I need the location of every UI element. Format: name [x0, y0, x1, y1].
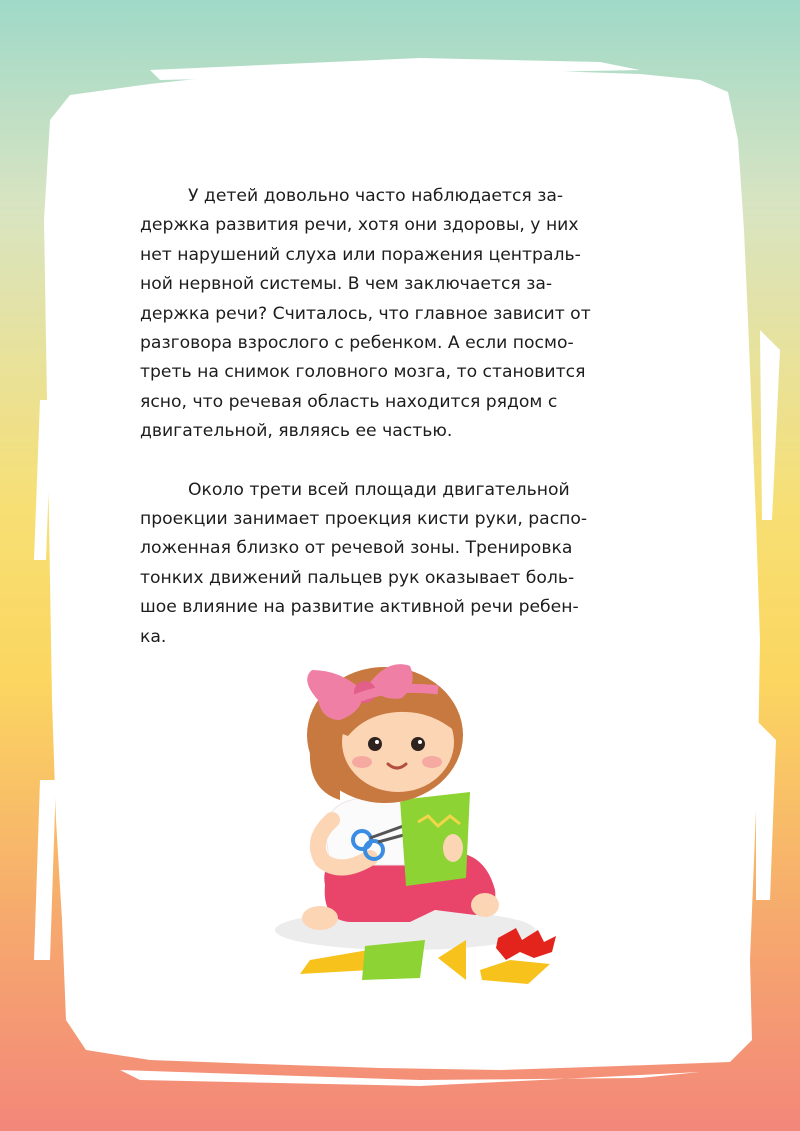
text-line: ка. [140, 626, 167, 647]
paragraph-2 [140, 476, 640, 652]
yellow-zigzag-piece [480, 960, 550, 984]
text-line: проекции занимает проекция кисти руки, распо- [140, 509, 588, 530]
text-line: ясно, что речевая область находится рядом с [140, 391, 558, 412]
text-line: держка развития речи, хотя они здоровы, у них [140, 215, 579, 236]
text-line: разговора взрослого с ребенком. А если посмо- [140, 333, 574, 354]
text-line: тонких движений пальцев рук оказывает боль- [140, 567, 575, 588]
paragraph-1 [140, 182, 640, 447]
text-line: треть на снимок головного мозга, то становится [140, 362, 586, 383]
girl-cutting-paper-icon [270, 640, 570, 1000]
text-line: двигательной, являясь ее частью. [140, 421, 453, 442]
text-line: нет нарушений слуха или поражения централь- [140, 244, 581, 265]
article-text [140, 182, 640, 652]
text-line: шое влияние на развитие активной речи ребен- [140, 597, 579, 618]
text-line: ной нервной системы. В чем заключается за- [140, 274, 553, 295]
green-paper-piece [362, 940, 425, 980]
text-line: ложенная близко от речевой зоны. Тренировка [140, 538, 573, 559]
text-line: держка речи? Считалось, что главное зависит от [140, 303, 591, 324]
text-line: У детей довольно часто наблюдается за- [188, 186, 564, 206]
text-line: Около трети всей площади двигательной [188, 479, 570, 500]
